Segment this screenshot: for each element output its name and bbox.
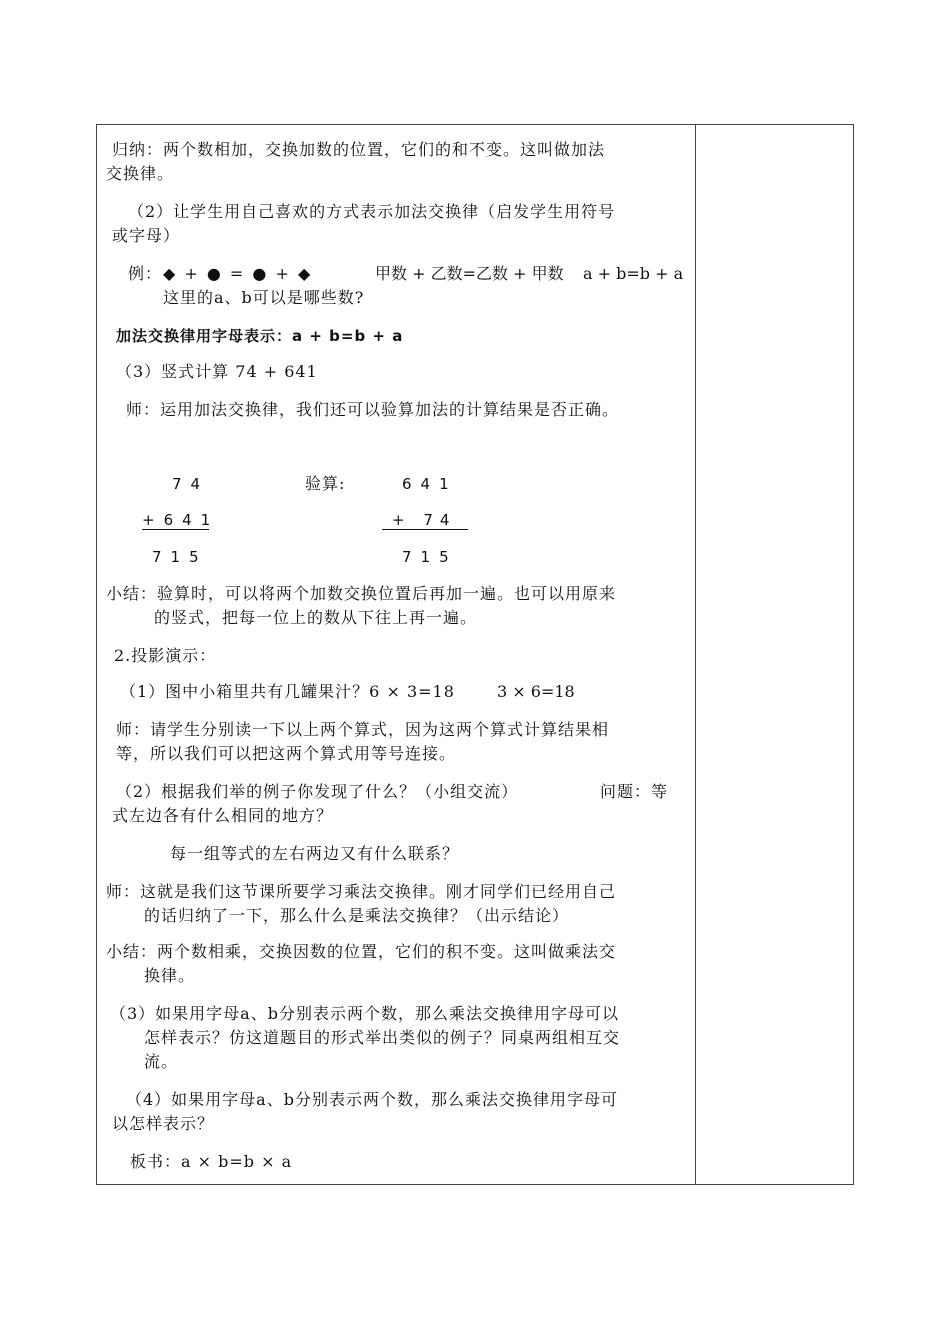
- text-line: （3）如果用字母a、b分别表示两个数，那么乘法交换律用字母可以: [110, 1004, 619, 1023]
- text-line: （4）如果用字母a、b分别表示两个数，那么乘法交换律用字母可: [126, 1090, 618, 1109]
- text-line: 流。: [144, 1052, 179, 1071]
- text-line: 师：请学生分别读一下以上两个算式，因为这两个算式计算结果相: [116, 720, 610, 739]
- text-line: 的竖式，把每一位上的数从下往上再一遍。: [154, 608, 478, 627]
- column-divider: [695, 125, 696, 1184]
- text-line: （3）竖式计算 74 + 641: [116, 362, 318, 381]
- calc-left-top: 74: [172, 475, 210, 493]
- calc-left-result: 715: [152, 548, 208, 566]
- verify-label: 验算:: [305, 474, 346, 493]
- text-line: 2.投影演示：: [114, 646, 217, 665]
- text-line: 怎样表示？仿这道题目的形式举出类似的例子？同桌两组相互交: [144, 1028, 621, 1047]
- text-line: 的话归纳了一下，那么什么是乘法交换律？（出示结论）: [144, 906, 570, 925]
- board-writing: 板书：a × b=b × a: [130, 1152, 293, 1171]
- text-line: 每一组等式的左右两边又有什么联系？: [170, 844, 460, 863]
- text-line: 小结：验算时，可以将两个加数交换位置后再加一遍。也可以用原来: [106, 584, 617, 603]
- addition-rule-heading: 加法交换律用字母表示：a + b=b + a: [116, 327, 404, 345]
- calc-right-addend: + 74: [392, 511, 457, 529]
- text-line: 交换律。: [106, 164, 175, 183]
- text-line: 问题：等: [600, 782, 669, 801]
- text-line: 这里的a、b可以是哪些数?: [163, 288, 365, 307]
- text-line: 小结：两个数相乘，交换因数的位置，它们的积不变。这叫做乘法交: [106, 942, 617, 961]
- letter-formula: a + b=b + a: [583, 264, 684, 283]
- text-line: 归纳：两个数相加，交换加数的位置，它们的和不变。这叫做加法: [112, 140, 606, 159]
- text-line: 师：这就是我们这节课所要学习乘法交换律。刚才同学们已经用自己: [106, 882, 617, 901]
- text-line: 师：运用加法交换律，我们还可以验算加法的计算结果是否正确。: [126, 400, 620, 419]
- text-line: 3 × 6=18: [497, 682, 575, 701]
- text-line: 等，所以我们可以把这两个算式用等号连接。: [116, 744, 457, 763]
- calc-left-rule: [142, 529, 209, 530]
- text-line: （2）根据我们举的例子你发现了什么？（小组交流）: [116, 782, 519, 801]
- calc-right-result: 715: [402, 548, 458, 566]
- example-label: 例：: [128, 264, 163, 283]
- calc-right-top: 641: [402, 475, 458, 493]
- text-line: 式左边各有什么相同的地方？: [112, 806, 334, 825]
- symbol-formula: ◆ + ● = ● + ◆: [163, 264, 313, 283]
- text-line: 以怎样表示？: [112, 1114, 215, 1133]
- text-line: （1）图中小箱里共有几罐果汁？6 × 3=18: [120, 682, 455, 701]
- calc-left-addend: +641: [142, 511, 220, 529]
- text-line: 换律。: [144, 966, 196, 985]
- calc-right-rule: [382, 529, 468, 530]
- text-line: 或字母）: [112, 226, 181, 245]
- word-formula: 甲数 + 乙数=乙数 + 甲数: [375, 264, 564, 283]
- text-line: （2）让学生用自己喜欢的方式表示加法交换律（启发学生用符号: [128, 202, 616, 221]
